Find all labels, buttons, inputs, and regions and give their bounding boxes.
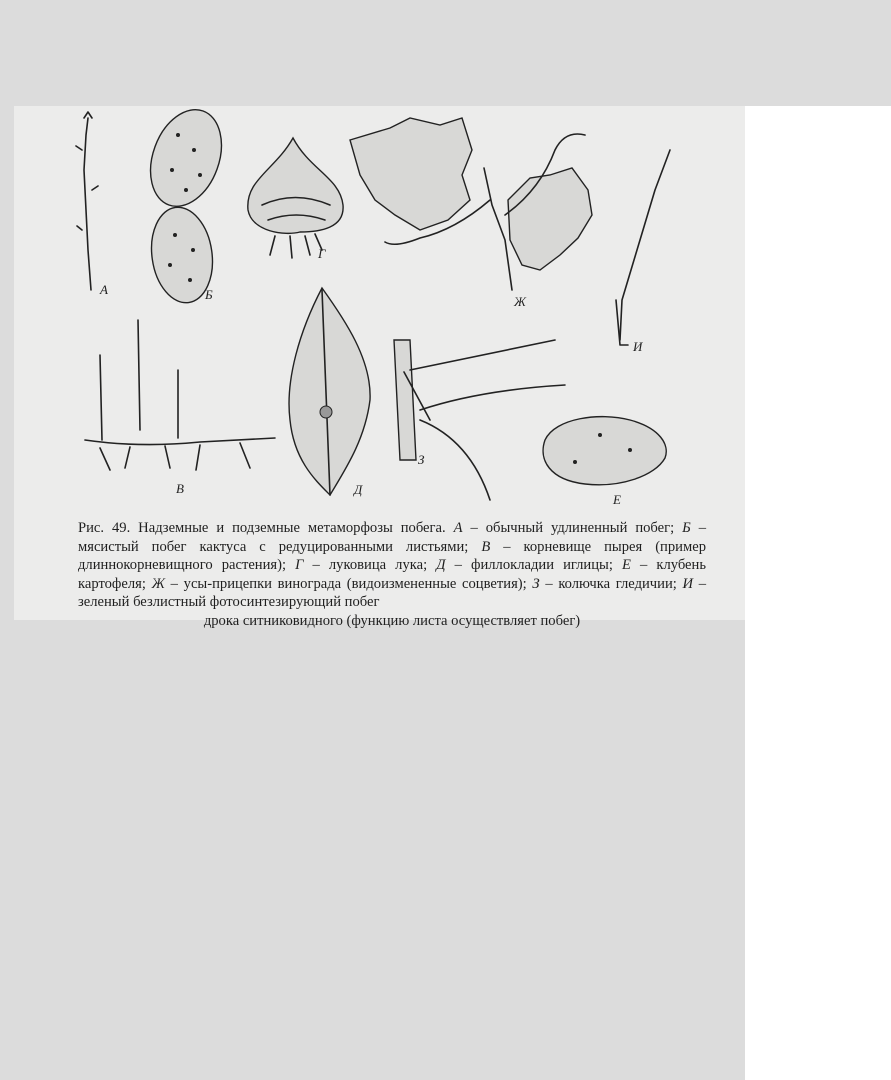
fig-label-d: Д [354,482,363,497]
caption-label-g: Г [295,557,304,574]
caption-label-b: Б [682,520,691,536]
caption-label-d: Д [436,557,446,574]
fig-a-elongated-shoot [76,112,98,290]
fig-label-i: И [633,339,643,354]
fig-label-e: Е [613,492,621,507]
fig-label-zh: Ж [514,294,526,309]
fig-label-v: В [176,481,184,496]
caption-text-g: – луковица лука; [312,557,428,574]
fig-g-onion-bulb [248,138,343,258]
fig-i-leafless-shoot [616,150,670,345]
fig-zh-grape-tendrils [350,118,592,290]
fig-e-potato-tuber [543,417,666,485]
fig-label-b: Б [205,287,213,302]
caption-text-v: – корневище пырея (пример длиннокорневищного растения); [78,538,706,574]
fig-label-z: З [418,452,425,467]
caption-label-v: В [481,538,491,555]
caption-text-z: – колючка гледичии; [545,575,677,592]
caption-prefix: Рис. 49. Надземные и подземные метаморфозы побега. [78,520,446,536]
fig-z-thorn [394,340,565,500]
fig-b-cactus-shoot [138,100,234,307]
caption-last-line: дрока ситниковидного (функцию листа осуществляет побег) [203,612,581,629]
caption-label-e: Е [621,557,631,574]
fig-v-rhizome [85,320,275,470]
caption-text-e: – клубень картофеля; [78,557,707,592]
scan-margin-bottom [0,620,745,1080]
caption-text-a: – обычный удлиненный побег; [470,520,675,536]
caption-label-i: И [682,575,694,592]
fig-label-g: Г [318,246,326,261]
caption-text-i: – зеленый безлистный фотосинтезирующий побег [78,575,707,611]
caption-text-zh: – усы-прицепки винограда (видоизмененные соцветия); [170,575,527,592]
caption-text-d: – филлокладии иглицы; [454,557,613,574]
fig-label-a: А [100,282,108,297]
figure-caption [78,519,706,631]
fig-d-cladode [289,288,370,495]
caption-label-zh: Ж [151,575,165,592]
caption-label-z: З [532,575,540,592]
caption-text-b: – мясистый побег кактуса с редуцированными листьями; [78,520,706,555]
caption-label-a: А [453,520,463,536]
